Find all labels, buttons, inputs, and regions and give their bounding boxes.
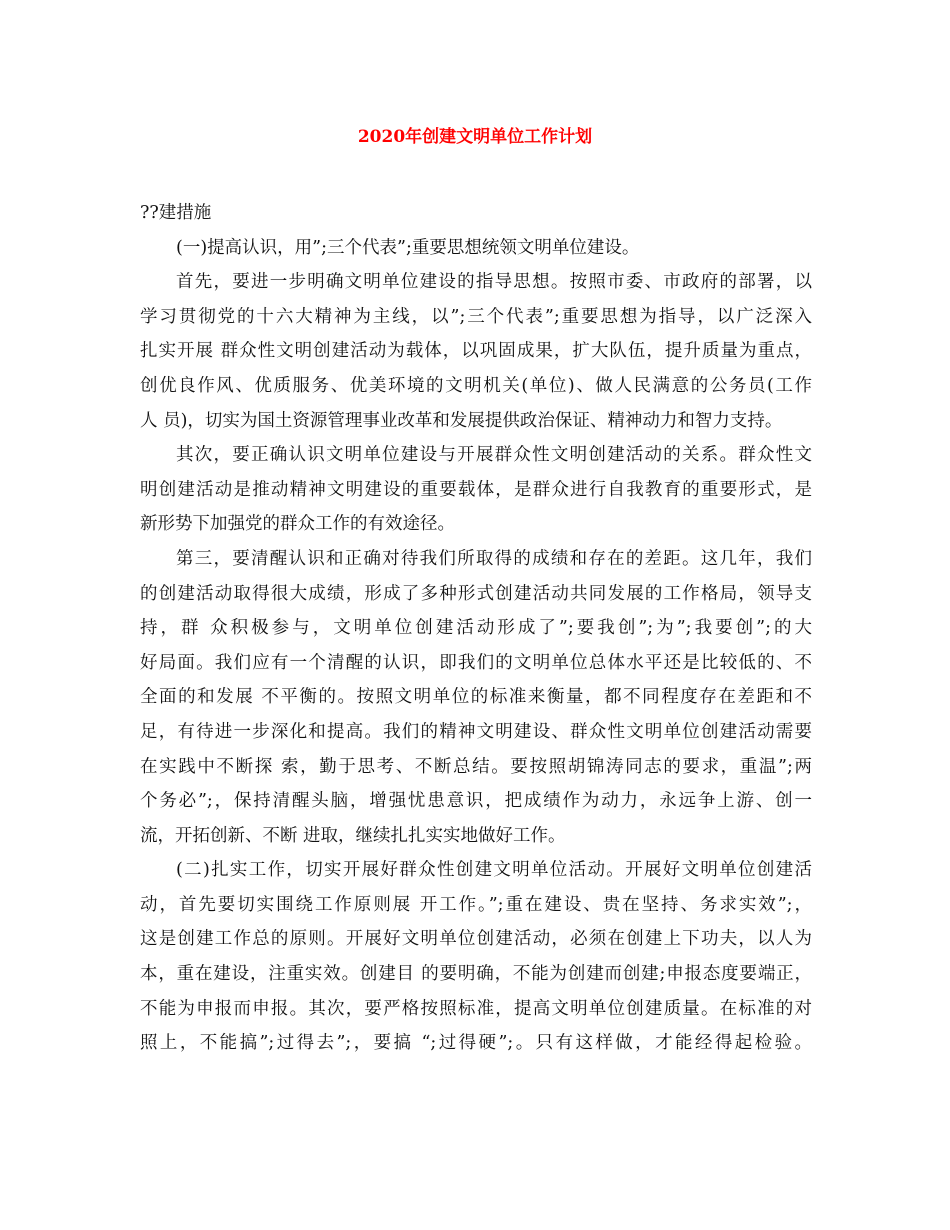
paragraph-line: 创优良作风、优质服务、优美环境的文明机关(单位)、做人民满意的公务员(工作 xyxy=(140,375,812,396)
paragraph-line: 好局面。我们应有一个清醒的认识，即我们的文明单位总体水平还是比较低的、不 xyxy=(140,652,812,673)
paragraph-line: 新形势下加强党的群众工作的有效途径。 xyxy=(140,514,455,535)
paragraph-line: 不能为申报而申报。其次，要严格按照标准，提高文明单位创建质量。在标准的对 xyxy=(140,998,812,1019)
paragraph-line: 明创建活动是推动精神文明建设的重要载体，是群众进行自我教育的重要形式，是 xyxy=(140,479,812,500)
document-title: 2020年创建文明单位工作计划 xyxy=(357,127,593,147)
paragraph-line: 照上，不能搞”;过得去”;，要搞 “;过得硬”;。只有这样做，才能经得起检验。 xyxy=(140,1033,812,1054)
paragraph-line: 扎实开展 群众性文明创建活动为载体，以巩固成果，扩大队伍，提升质量为重点， xyxy=(140,341,812,362)
paragraph-line: 个务必”;，保持清醒头脑，增强忧患意识，把成绩作为动力，永远争上游、创一 xyxy=(140,791,812,812)
paragraph-line: 这是创建工作总的原则。开展好文明单位创建活动，必须在创建上下功夫，以人为 xyxy=(140,929,812,950)
paragraph-line: 人 员)，切实为国土资源管理事业改革和发展提供政治保证、精神动力和智力支持。 xyxy=(140,410,783,431)
paragraph-line: 其次，要正确认识文明单位建设与开展群众性文明创建活动的关系。群众性文 xyxy=(176,445,812,466)
paragraph-line: 学习贯彻党的十六大精神为主线，以”;三个代表”;重要思想为指导，以广泛深入 xyxy=(140,306,812,327)
document-body xyxy=(140,196,812,1061)
paragraph-line: 本，重在建设，注重实效。创建目 的要明确，不能为创建而创建;申报态度要端正， xyxy=(140,964,812,985)
section-heading: ??建措施 xyxy=(140,203,212,223)
paragraph-line: 第三，要清醒认识和正确对待我们所取得的成绩和存在的差距。这几年，我们 xyxy=(176,548,812,569)
paragraph-line: 动，首先要切实围绕工作原则展 开工作。”;重在建设、贵在坚持、务求实效”;， xyxy=(140,894,812,915)
paragraph-line: 在实践中不断探 索，勤于思考、不断总结。要按照胡锦涛同志的要求，重温”;两 xyxy=(140,756,812,777)
paragraph-line: (一)提高认识，用”;三个代表”;重要思想统领文明单位建设。 xyxy=(176,237,640,258)
paragraph-line: 流，开拓创新、不断 进取，继续扎扎实实地做好工作。 xyxy=(140,825,566,846)
paragraph-line: 的创建活动取得很大成绩，形成了多种形式创建活动共同发展的工作格局，领导支 xyxy=(140,583,812,604)
paragraph-line: 首先，要进一步明确文明单位建设的指导思想。按照市委、市政府的部署，以 xyxy=(176,272,812,293)
paragraph-line: (二)扎实工作，切实开展好群众性创建文明单位活动。开展好文明单位创建活 xyxy=(176,860,812,881)
paragraph-line: 持，群 众积极参与，文明单位创建活动形成了”;要我创”;为”;我要创”;的大 xyxy=(140,618,812,639)
paragraph-line: 全面的和发展 不平衡的。按照文明单位的标准来衡量，都不同程度存在差距和不 xyxy=(140,687,812,708)
paragraph-line: 足，有待进一步深化和提高。我们的精神文明建设、群众性文明单位创建活动需要 xyxy=(140,721,812,742)
